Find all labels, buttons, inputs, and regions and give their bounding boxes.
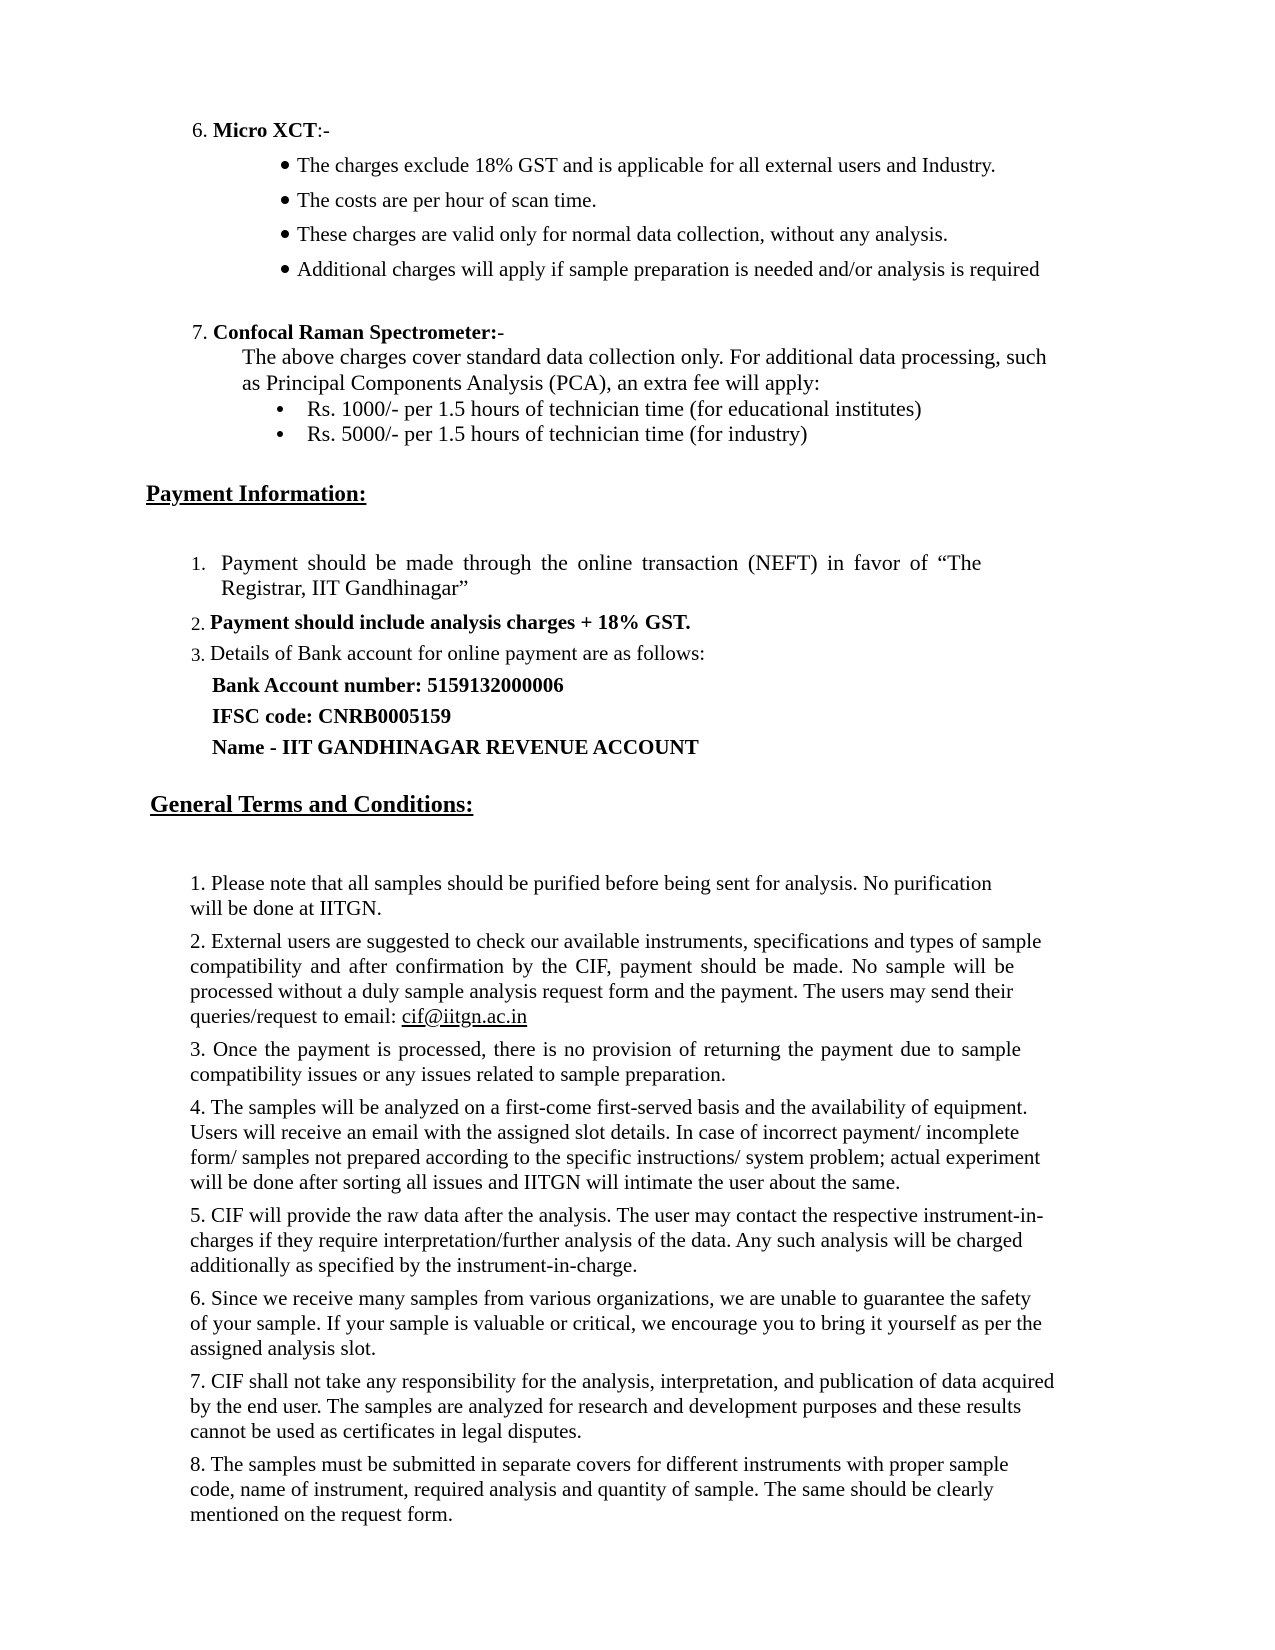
terms-item [190,1452,1009,1527]
terms-line: cannot be used as certificates in legal disputes. [190,1419,582,1443]
bullet-icon [281,196,289,204]
account-name [212,735,699,760]
field-value: IIT GANDHINAGAR REVENUE ACCOUNT [281,735,699,759]
terms-item [190,871,992,921]
terms-line: 5. CIF will provide the raw data after the analysis. The user may contact the respective instrument-in- [190,1203,1044,1227]
email-link[interactable]: cif@iitgn.ac.in [401,1004,528,1028]
terms-line: 7. CIF shall not take any responsibility for the analysis, interpretation, and publication of data acquired [190,1369,1055,1393]
bullet-icon [281,230,289,238]
terms-heading: General Terms and Conditions: [150,792,474,818]
bullet-icon [277,431,283,437]
bullet-icon [281,265,289,273]
terms-line: Users will receive an email with the assigned slot details. In case of incorrect payment/ incomplete [190,1120,1020,1144]
terms-line: 1. Please note that all samples should be purified before being sent for analysis. No purification [190,871,992,895]
payment-item-2: Payment should include analysis charges + 18% GST. [210,610,691,634]
terms-line: 8. The samples must be submitted in separate covers for different instruments with proper sample [190,1452,1009,1476]
terms-item [190,1203,1043,1278]
ifsc-code [212,704,451,729]
section-7-text-line: The above charges cover standard data collection only. For additional data processing, such [242,344,1047,369]
payment-item-1-line: Payment should be made through the online transaction (NEFT) in favor of “The [221,550,982,575]
terms-line: 6. Since we receive many samples from various organizations, we are unable to guarantee the safety [190,1286,1032,1310]
terms-item [190,1369,1054,1444]
terms-line: assigned analysis slot. [190,1336,377,1360]
list-item [281,257,1040,282]
list-item-text: The charges exclude 18% GST and is applicable for all external users and Industry. [297,153,996,177]
payment-item-number: 3. [191,645,206,666]
bullet-icon [277,406,283,412]
list-item [281,153,996,178]
bullet-icon [281,161,289,169]
terms-line-text: queries/request to email: [190,1004,402,1028]
list-item-text: Rs. 1000/- per 1.5 hours of technician time (for educational institutes) [307,396,922,421]
payment-item-number: 1. [191,553,206,575]
terms-item [190,1095,1040,1195]
terms-item [190,1286,1042,1361]
payment-heading: Payment Information: [146,481,367,506]
payment-item-1-line: Registrar, IIT Gandhinagar” [221,575,469,600]
terms-line: processed without a duly sample analysis request form and the payment. The users may send their [190,979,1014,1003]
payment-item-3: Details of Bank account for online payment are as follows: [210,641,706,665]
section-suffix: - [497,320,505,344]
terms-line: mentioned on the request form. [190,1502,454,1526]
payment-item-number: 2. [191,614,206,635]
terms-item [190,929,1041,1029]
terms-line: 3. Once the payment is processed, there is no provision of returning the payment due to sample [190,1037,1021,1061]
list-item-text: These charges are valid only for normal data collection, without any analysis. [297,222,948,246]
list-item-text: Additional charges will apply if sample preparation is needed and/or analysis is required [297,257,1040,281]
field-label: Name - [212,735,282,759]
section-number: 7. [192,320,208,344]
field-value: CNRB0005159 [318,704,452,728]
section-title: Micro XCT [213,118,318,142]
list-item-text: Rs. 5000/- per 1.5 hours of technician time (for industry) [307,421,808,446]
field-value: 5159132000006 [427,673,564,697]
section-suffix: :- [317,118,330,142]
terms-line: code, name of instrument, required analysis and quantity of sample. The same should be clearly [190,1477,994,1501]
terms-line: compatibility issues or any issues related to sample preparation. [190,1062,726,1086]
list-item [281,188,597,213]
terms-line: by the end user. The samples are analyzed for research and development purposes and these results [190,1394,1022,1418]
field-label: IFSC code: [212,704,319,728]
section-6-heading [192,118,330,143]
bank-account-number [212,673,564,698]
list-item [277,396,922,421]
section-title: Confocal Raman Spectrometer: [213,320,498,344]
terms-line: will be done at IITGN. [190,896,382,920]
terms-line: 4. The samples will be analyzed on a first-come first-served basis and the availability of equipment. [190,1095,1028,1119]
terms-item [190,1037,1021,1087]
terms-line: compatibility and after confirmation by the CIF, payment should be made. No sample will be [190,954,1015,978]
section-7-text-line: as Principal Components Analysis (PCA), an extra fee will apply: [242,370,821,395]
section-7-heading [192,320,504,345]
terms-line [190,1004,1041,1029]
list-item [281,222,948,247]
terms-line: of your sample. If your sample is valuable or critical, we encourage you to bring it yourself as per the [190,1311,1042,1335]
list-item-text: The costs are per hour of scan time. [297,188,597,212]
terms-line: form/ samples not prepared according to the specific instructions/ system problem; actual experiment [190,1145,1041,1169]
section-number: 6. [192,118,208,142]
field-label: Bank Account number: [212,673,428,697]
terms-line: additionally as specified by the instrument-in-charge. [190,1253,638,1277]
list-item [277,421,807,446]
terms-line: charges if they require interpretation/further analysis of the data. Any such analysis will be charged [190,1228,1023,1252]
terms-line: 2. External users are suggested to check our available instruments, specifications and types of sample [190,929,1042,953]
terms-line: will be done after sorting all issues and IITGN will intimate the user about the same. [190,1170,901,1194]
